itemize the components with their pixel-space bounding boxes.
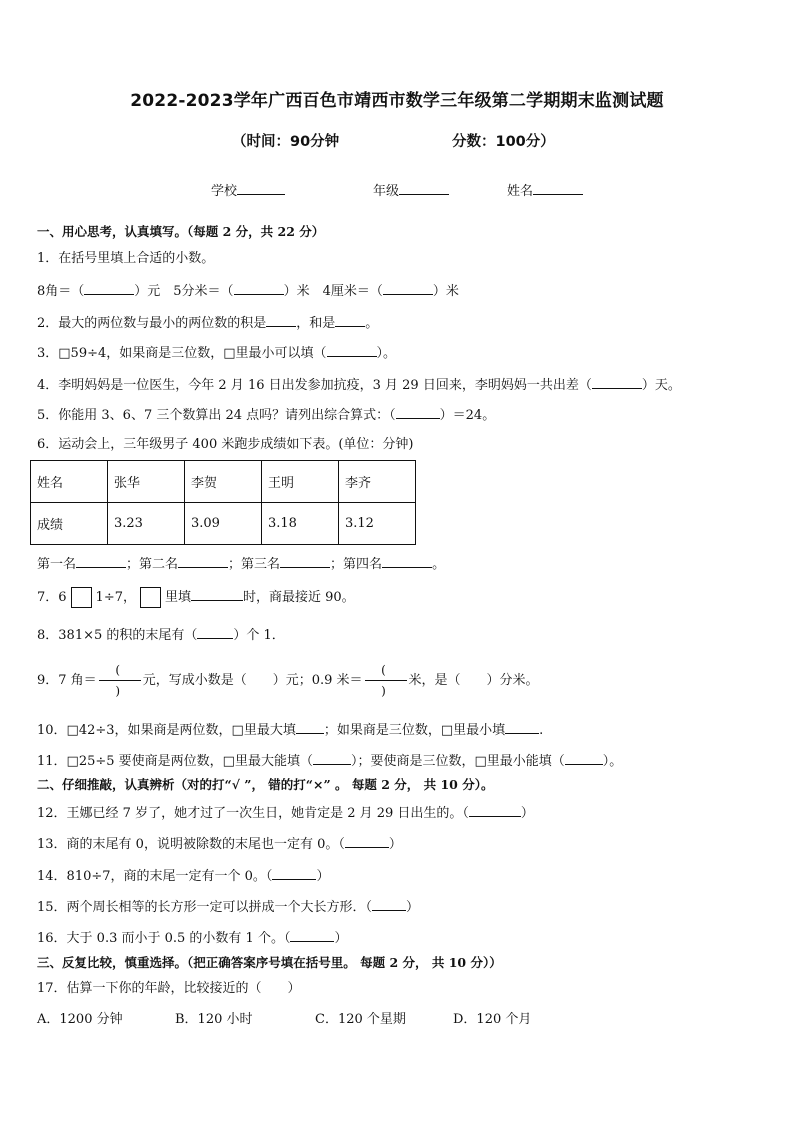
question-17: 17．估算一下你的年龄，比较接近的（ ） bbox=[37, 981, 301, 996]
section-3-heading: 三、反复比较，慎重选择。（把正确答案序号填在括号里。 每题 2 分， 共 10 分）） bbox=[37, 955, 502, 970]
rank-end: 。 bbox=[432, 557, 446, 572]
table-row bbox=[31, 503, 416, 545]
section-1-heading: 一、用心思考，认真填写。（每题 2 分，共 22 分） bbox=[37, 224, 325, 239]
q10-text-a: 10．□42÷3，如果商是两位数，□里最大填 bbox=[37, 723, 296, 738]
q10-blank-b[interactable] bbox=[505, 720, 539, 734]
q13-text-a: 13．商的末尾有 0，说明被除数的末尾也一定有 0。（ bbox=[37, 837, 345, 852]
q2-text-b: ，和是 bbox=[296, 316, 336, 331]
exam-title: 2022-2023学年广西百色市靖西市数学三年级第二学期期末监测试题 bbox=[130, 91, 664, 111]
q11-text-a: 11．□25÷5 要使商是两位数，□里最大能填（ bbox=[37, 754, 313, 769]
q11-text-c: ）。 bbox=[602, 754, 623, 769]
q17-option-b[interactable]: B．120 小时 bbox=[175, 1012, 253, 1027]
q7-box-b[interactable] bbox=[140, 587, 161, 608]
rank-3-label: ；第三名 bbox=[228, 557, 281, 572]
question-1: 1．在括号里填上合适的小数。 bbox=[37, 251, 215, 266]
q1-blank-a[interactable] bbox=[84, 281, 134, 295]
school-field bbox=[211, 180, 285, 199]
q4-text-a: 4．李明妈妈是一位医生，今年 2 月 16 日出发参加抗疫，3 月 29 日回来，李明妈妈一共出差（ bbox=[37, 378, 592, 393]
name-field bbox=[507, 180, 583, 199]
fraction-bar bbox=[365, 680, 407, 681]
rank-1-label: 第一名 bbox=[37, 557, 77, 572]
q15-text-b: ） bbox=[406, 900, 420, 915]
question-9 bbox=[37, 657, 539, 705]
grade-blank[interactable] bbox=[399, 181, 449, 195]
q2-text-a: 2．最大的两位数与最小的两位数的积是 bbox=[37, 316, 267, 331]
q5-text-b: ）＝24。 bbox=[439, 408, 496, 423]
q11-text-b: ）；要使商是三位数，□里最小能填（ bbox=[350, 754, 565, 769]
q7-text-b: 1÷7， bbox=[95, 590, 136, 605]
results-table bbox=[30, 460, 416, 545]
table-cell: 3.09 bbox=[185, 503, 262, 545]
question-13 bbox=[37, 834, 402, 854]
question-2 bbox=[37, 313, 378, 333]
q11-blank-b[interactable] bbox=[565, 751, 603, 765]
q9-text-c: 米，是（ ）分米。 bbox=[408, 673, 539, 688]
q17-option-c[interactable]: C．120 个星期 bbox=[315, 1012, 406, 1027]
q8-text-a: 8．381×5 的积的末尾有（ bbox=[37, 628, 198, 643]
q8-blank[interactable] bbox=[197, 625, 233, 639]
rank-1-blank[interactable] bbox=[76, 554, 126, 568]
school-blank[interactable] bbox=[237, 181, 285, 195]
q1-text-a: 8角＝（ bbox=[37, 284, 85, 299]
q2-blank-a[interactable] bbox=[266, 313, 296, 327]
question-11 bbox=[37, 751, 622, 771]
school-label: 学校 bbox=[211, 184, 238, 199]
question-7 bbox=[37, 587, 355, 608]
table-cell: 3.23 bbox=[108, 503, 185, 545]
question-10 bbox=[37, 720, 543, 740]
q16-text-a: 16．大于 0.3 而小于 0.5 的小数有 1 个。（ bbox=[37, 931, 291, 946]
question-6-ranking bbox=[37, 554, 445, 574]
q7-box-a[interactable] bbox=[71, 587, 92, 608]
question-6: 6．运动会上，三年级男子 400 米跑步成绩如下表。(单位：分钟) bbox=[37, 437, 414, 452]
q16-text-b: ） bbox=[334, 931, 348, 946]
q11-blank-a[interactable] bbox=[313, 751, 351, 765]
q12-blank[interactable] bbox=[469, 803, 521, 817]
q2-blank-b[interactable] bbox=[335, 313, 365, 327]
score-info: 分数：100分） bbox=[452, 134, 555, 150]
question-15 bbox=[37, 897, 419, 917]
q2-text-c: 。 bbox=[365, 316, 379, 331]
section-2-heading: 二、仔细推敲，认真辨析（对的打“√ ”， 错的打“×” 。 每题 2 分， 共 10 分）。 bbox=[37, 777, 494, 792]
table-cell: 3.12 bbox=[339, 503, 416, 545]
question-5 bbox=[37, 405, 495, 425]
q12-text-a: 12．王娜已经 7 岁了，她才过了一次生日，她肯定是 2 月 29 日出生的。（ bbox=[37, 806, 469, 821]
q15-text-a: 15．两个周长相等的长方形一定可以拼成一个大长方形．（ bbox=[37, 900, 373, 915]
q7-text-d: 时，商最接近 90。 bbox=[243, 590, 355, 605]
fraction-numerator: ( bbox=[115, 663, 121, 677]
fraction-denominator: ) bbox=[381, 684, 386, 698]
rank-2-label: ；第二名 bbox=[126, 557, 179, 572]
question-12 bbox=[37, 803, 534, 823]
q3-text-b: ）。 bbox=[376, 346, 397, 361]
name-label: 姓名 bbox=[507, 184, 534, 199]
name-blank[interactable] bbox=[533, 181, 583, 195]
table-cell: 3.18 bbox=[262, 503, 339, 545]
q1-text-d: ）米 bbox=[432, 284, 459, 299]
rank-4-blank[interactable] bbox=[382, 554, 432, 568]
table-cell: 姓名 bbox=[31, 461, 108, 503]
q14-blank[interactable] bbox=[272, 866, 316, 880]
question-14 bbox=[37, 866, 329, 886]
table-cell: 李齐 bbox=[339, 461, 416, 503]
q13-blank[interactable] bbox=[345, 834, 389, 848]
q17-option-d[interactable]: D．120 个月 bbox=[453, 1012, 532, 1027]
q4-blank[interactable] bbox=[592, 375, 642, 389]
q9-text-a: 9．7 角＝ bbox=[37, 673, 97, 688]
fraction-bar bbox=[99, 680, 141, 681]
q1-blank-b[interactable] bbox=[234, 281, 284, 295]
rank-2-blank[interactable] bbox=[178, 554, 228, 568]
q7-blank[interactable] bbox=[191, 587, 243, 601]
table-cell: 李贺 bbox=[185, 461, 262, 503]
table-cell: 成绩 bbox=[31, 503, 108, 545]
q4-text-b: ）天。 bbox=[641, 378, 681, 393]
q12-text-b: ） bbox=[520, 806, 534, 821]
table-row bbox=[31, 461, 416, 503]
q3-blank[interactable] bbox=[327, 343, 377, 357]
q8-text-b: ）个 1． bbox=[233, 628, 285, 643]
question-3 bbox=[37, 343, 396, 363]
q9-fraction-a[interactable] bbox=[99, 662, 141, 699]
q14-text-a: 14．810÷7，商的末尾一定有一个 0。（ bbox=[37, 869, 273, 884]
question-4 bbox=[37, 375, 681, 395]
q10-blank-a[interactable] bbox=[296, 720, 324, 734]
table-cell: 王明 bbox=[262, 461, 339, 503]
q13-text-b: ） bbox=[388, 837, 402, 852]
q9-fraction-b[interactable] bbox=[365, 662, 407, 699]
q10-text-b: ；如果商是三位数，□里最小填 bbox=[323, 723, 506, 738]
q7-text-a: 7．6 bbox=[37, 590, 67, 605]
q7-text-c: 里填 bbox=[164, 590, 191, 605]
question-8 bbox=[37, 625, 285, 645]
q5-text-a: 5．你能用 3、6、7 三个数算出 24 点吗？请列出综合算式：（ bbox=[37, 408, 396, 423]
q16-blank[interactable] bbox=[290, 928, 334, 942]
q14-text-b: ） bbox=[316, 869, 330, 884]
q15-blank[interactable] bbox=[372, 897, 406, 911]
question-1-items bbox=[37, 281, 459, 301]
q1-text-c: ）米 4厘米＝（ bbox=[283, 284, 383, 299]
table-cell: 张华 bbox=[108, 461, 185, 503]
q1-blank-c[interactable] bbox=[383, 281, 433, 295]
time-info: （时间：90分钟 bbox=[232, 134, 340, 150]
q5-blank[interactable] bbox=[396, 405, 440, 419]
question-16 bbox=[37, 928, 347, 948]
q3-text-a: 3．□59÷4，如果商是三位数，□里最小可以填（ bbox=[37, 346, 327, 361]
grade-field bbox=[373, 180, 449, 199]
rank-3-blank[interactable] bbox=[280, 554, 330, 568]
q10-text-c: . bbox=[539, 723, 544, 738]
grade-label: 年级 bbox=[373, 184, 400, 199]
q17-option-a[interactable]: A．1200 分钟 bbox=[37, 1012, 123, 1027]
q1-text-b: ）元 5分米＝（ bbox=[134, 284, 234, 299]
rank-4-label: ；第四名 bbox=[330, 557, 383, 572]
fraction-denominator: ) bbox=[115, 684, 121, 698]
fraction-numerator: ( bbox=[381, 663, 386, 677]
q9-text-b: 元，写成小数是（ ）元；0.9 米＝ bbox=[142, 673, 363, 688]
